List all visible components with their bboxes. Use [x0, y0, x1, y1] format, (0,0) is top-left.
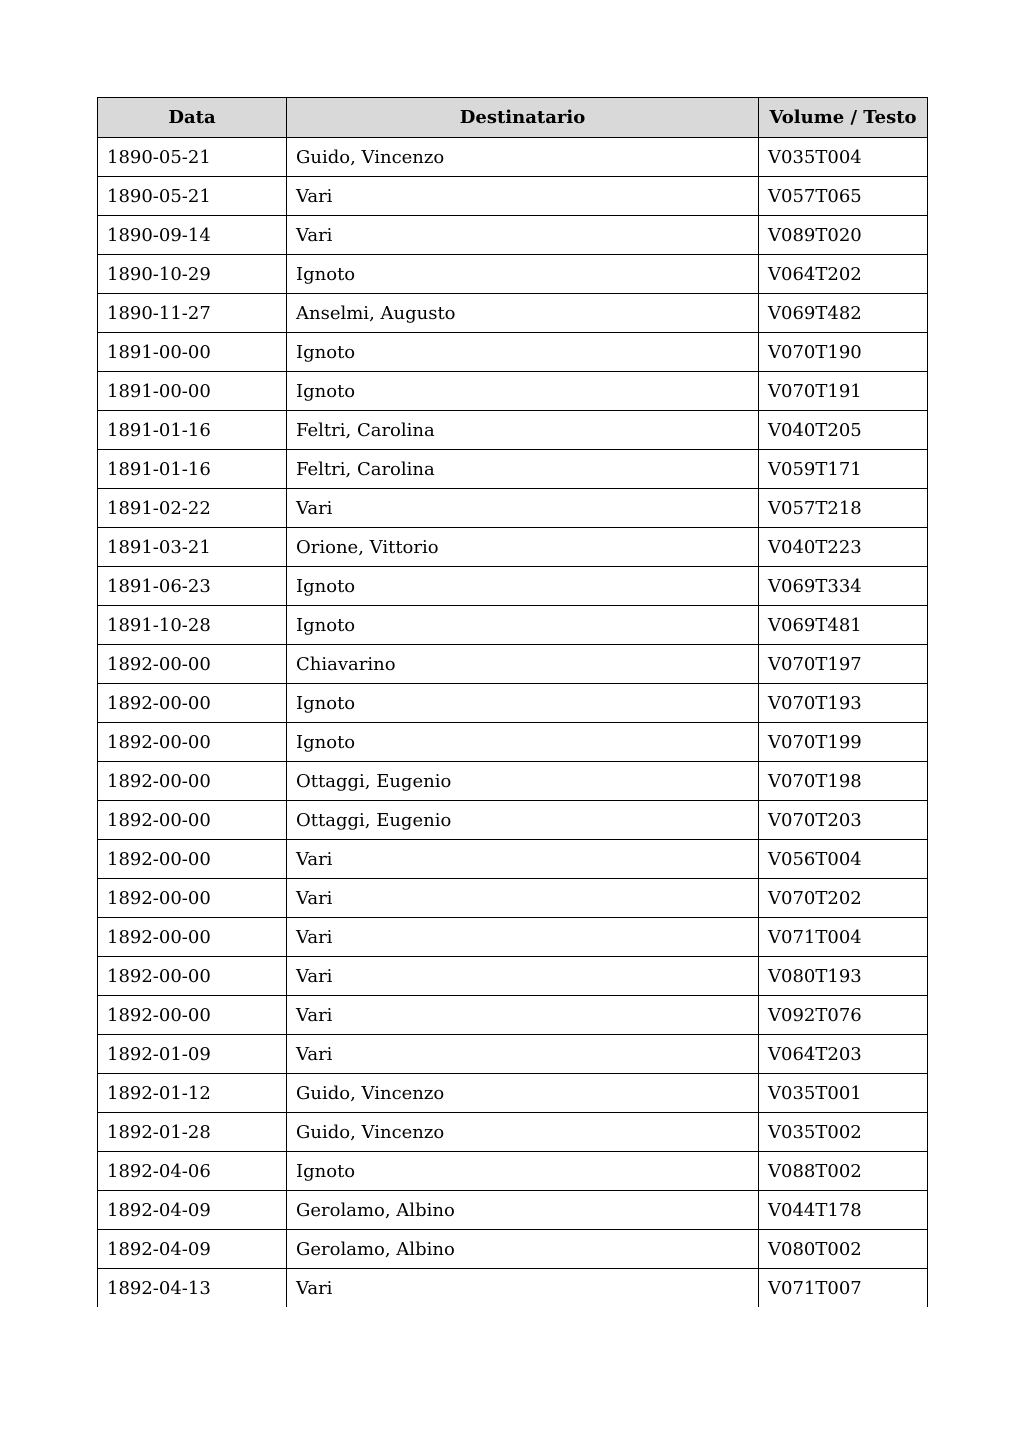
cell-date: 1891-10-28 [98, 606, 287, 645]
cell-volume: V069T481 [759, 606, 928, 645]
cell-recipient: Feltri, Carolina [287, 450, 759, 489]
table-row [98, 1191, 928, 1230]
cell-volume: V070T193 [759, 684, 928, 723]
table-row [98, 762, 928, 801]
cell-recipient: Ignoto [287, 372, 759, 411]
cell-volume: V059T171 [759, 450, 928, 489]
table-body [98, 138, 928, 1308]
cell-volume: V089T020 [759, 216, 928, 255]
cell-recipient: Vari [287, 957, 759, 996]
cell-recipient: Vari [287, 1269, 759, 1308]
cell-recipient: Vari [287, 489, 759, 528]
cell-date: 1892-01-09 [98, 1035, 287, 1074]
table-row [98, 1113, 928, 1152]
table-row [98, 216, 928, 255]
cell-recipient: Guido, Vincenzo [287, 1113, 759, 1152]
cell-date: 1891-02-22 [98, 489, 287, 528]
table-row [98, 996, 928, 1035]
cell-date: 1891-01-16 [98, 411, 287, 450]
cell-date: 1890-09-14 [98, 216, 287, 255]
cell-recipient: Chiavarino [287, 645, 759, 684]
cell-recipient: Gerolamo, Albino [287, 1230, 759, 1269]
table-row [98, 1035, 928, 1074]
cell-volume: V040T205 [759, 411, 928, 450]
cell-recipient: Ignoto [287, 723, 759, 762]
cell-volume: V069T334 [759, 567, 928, 606]
cell-recipient: Vari [287, 918, 759, 957]
cell-volume: V092T076 [759, 996, 928, 1035]
cell-date: 1892-00-00 [98, 840, 287, 879]
cell-date: 1891-00-00 [98, 333, 287, 372]
table-row [98, 138, 928, 177]
cell-volume: V070T190 [759, 333, 928, 372]
cell-volume: V080T002 [759, 1230, 928, 1269]
cell-date: 1890-11-27 [98, 294, 287, 333]
cell-date: 1890-10-29 [98, 255, 287, 294]
cell-date: 1891-06-23 [98, 567, 287, 606]
cell-date: 1892-00-00 [98, 957, 287, 996]
cell-volume: V070T197 [759, 645, 928, 684]
cell-date: 1892-04-09 [98, 1191, 287, 1230]
cell-volume: V064T202 [759, 255, 928, 294]
table-row [98, 801, 928, 840]
cell-date: 1892-00-00 [98, 918, 287, 957]
table-row [98, 1074, 928, 1113]
cell-recipient: Vari [287, 879, 759, 918]
cell-volume: V057T218 [759, 489, 928, 528]
cell-date: 1890-05-21 [98, 177, 287, 216]
cell-recipient: Vari [287, 840, 759, 879]
cell-date: 1892-00-00 [98, 996, 287, 1035]
cell-volume: V035T002 [759, 1113, 928, 1152]
cell-recipient: Ignoto [287, 567, 759, 606]
cell-recipient: Ignoto [287, 606, 759, 645]
cell-date: 1891-03-21 [98, 528, 287, 567]
table-row [98, 294, 928, 333]
cell-volume: V088T002 [759, 1152, 928, 1191]
cell-recipient: Vari [287, 216, 759, 255]
cell-volume: V056T004 [759, 840, 928, 879]
table-row [98, 177, 928, 216]
table-row [98, 1269, 928, 1308]
cell-volume: V070T191 [759, 372, 928, 411]
table-row [98, 255, 928, 294]
column-header-recipient: Destinatario [287, 98, 759, 138]
cell-recipient: Vari [287, 1035, 759, 1074]
cell-recipient: Ignoto [287, 684, 759, 723]
table-header-row [98, 98, 928, 138]
table-row [98, 723, 928, 762]
cell-date: 1892-01-12 [98, 1074, 287, 1113]
table-row [98, 840, 928, 879]
table-row [98, 372, 928, 411]
table-row [98, 879, 928, 918]
cell-date: 1892-04-13 [98, 1269, 287, 1308]
cell-volume: V080T193 [759, 957, 928, 996]
letters-table-container [97, 97, 927, 1307]
cell-volume: V035T004 [759, 138, 928, 177]
table-row [98, 333, 928, 372]
cell-date: 1892-00-00 [98, 762, 287, 801]
table-row [98, 411, 928, 450]
table-row [98, 918, 928, 957]
table-row [98, 1230, 928, 1269]
table-row [98, 567, 928, 606]
cell-recipient: Guido, Vincenzo [287, 1074, 759, 1113]
cell-recipient: Vari [287, 996, 759, 1035]
cell-volume: V057T065 [759, 177, 928, 216]
cell-recipient: Feltri, Carolina [287, 411, 759, 450]
cell-date: 1891-01-16 [98, 450, 287, 489]
cell-date: 1892-00-00 [98, 879, 287, 918]
cell-recipient: Vari [287, 177, 759, 216]
cell-recipient: Ignoto [287, 333, 759, 372]
cell-date: 1892-01-28 [98, 1113, 287, 1152]
cell-date: 1891-00-00 [98, 372, 287, 411]
cell-recipient: Ottaggi, Eugenio [287, 762, 759, 801]
cell-date: 1890-05-21 [98, 138, 287, 177]
table-row [98, 957, 928, 996]
cell-volume: V070T203 [759, 801, 928, 840]
cell-recipient: Ottaggi, Eugenio [287, 801, 759, 840]
cell-volume: V071T007 [759, 1269, 928, 1308]
table-row [98, 645, 928, 684]
cell-recipient: Ignoto [287, 255, 759, 294]
column-header-volume: Volume / Testo [759, 98, 928, 138]
cell-volume: V035T001 [759, 1074, 928, 1113]
cell-volume: V044T178 [759, 1191, 928, 1230]
cell-volume: V071T004 [759, 918, 928, 957]
cell-recipient: Anselmi, Augusto [287, 294, 759, 333]
cell-volume: V064T203 [759, 1035, 928, 1074]
cell-date: 1892-00-00 [98, 723, 287, 762]
cell-volume: V070T198 [759, 762, 928, 801]
cell-recipient: Orione, Vittorio [287, 528, 759, 567]
cell-volume: V070T199 [759, 723, 928, 762]
cell-date: 1892-04-06 [98, 1152, 287, 1191]
table-row [98, 489, 928, 528]
cell-recipient: Ignoto [287, 1152, 759, 1191]
table-row [98, 528, 928, 567]
cell-volume: V069T482 [759, 294, 928, 333]
table-row [98, 450, 928, 489]
cell-recipient: Guido, Vincenzo [287, 138, 759, 177]
cell-volume: V070T202 [759, 879, 928, 918]
cell-date: 1892-00-00 [98, 645, 287, 684]
table-row [98, 1152, 928, 1191]
table-row [98, 684, 928, 723]
column-header-date: Data [98, 98, 287, 138]
cell-date: 1892-00-00 [98, 684, 287, 723]
cell-recipient: Gerolamo, Albino [287, 1191, 759, 1230]
table-row [98, 606, 928, 645]
cell-date: 1892-04-09 [98, 1230, 287, 1269]
cell-volume: V040T223 [759, 528, 928, 567]
letters-table [97, 97, 928, 1307]
cell-date: 1892-00-00 [98, 801, 287, 840]
